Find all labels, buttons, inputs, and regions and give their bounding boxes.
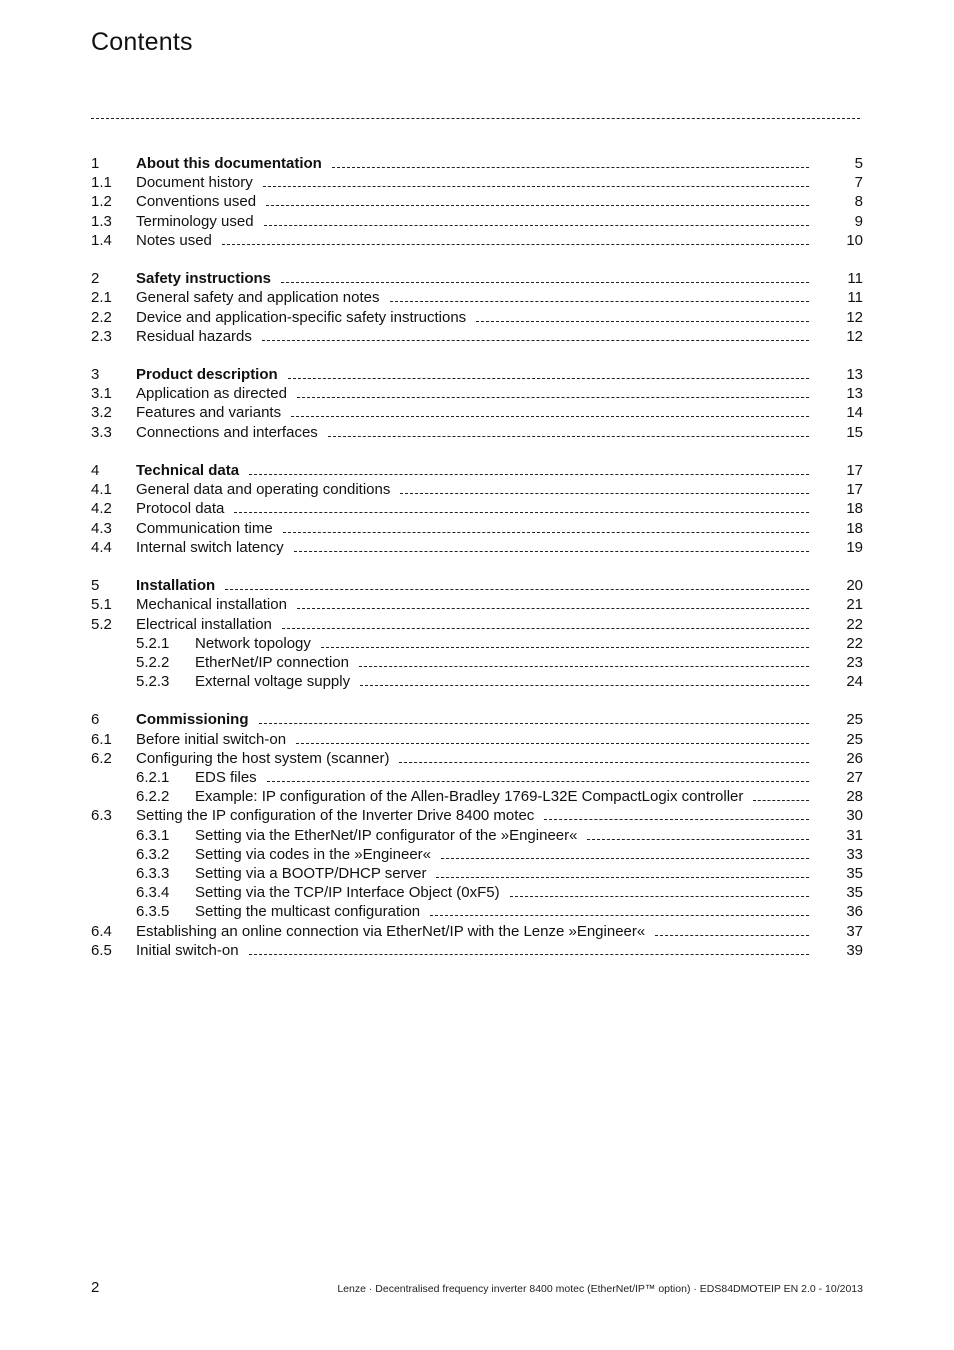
toc-chapter-row[interactable] [91, 154, 863, 173]
toc-chapter-row[interactable] [91, 269, 863, 288]
toc-section-gap [91, 442, 863, 461]
toc-dot-leader [359, 666, 809, 667]
toc-entry-number: 6.3.2 [136, 845, 170, 863]
toc-entry-number: 2.2 [91, 308, 112, 326]
toc-dot-leader [249, 954, 809, 955]
toc-entry-number: 1.1 [91, 174, 112, 192]
toc-entry-row[interactable] [91, 672, 863, 691]
toc-entry-title[interactable]: Conventions used [136, 193, 257, 211]
toc-entry-number: 6.3 [91, 807, 112, 825]
toc-entry-page: 18 [846, 519, 863, 537]
toc-entry-page: 9 [854, 212, 863, 230]
toc-chapter-row[interactable] [91, 710, 863, 729]
toc-entry-row[interactable] [91, 327, 863, 346]
toc-entry-title[interactable]: Features and variants [136, 404, 282, 422]
toc-entry-number: 2.3 [91, 327, 112, 345]
toc-entry-title[interactable]: Network topology [195, 634, 311, 652]
toc-entry-title[interactable]: General data and operating conditions [136, 481, 391, 499]
toc-entry-number: 4.3 [91, 519, 112, 537]
toc-dot-leader [262, 340, 809, 341]
toc-dot-leader [225, 589, 809, 590]
toc-entry-page: 25 [846, 711, 863, 729]
toc-entry-title[interactable]: Initial switch-on [136, 941, 239, 959]
toc-entry-page: 35 [846, 864, 863, 882]
toc-dot-leader [234, 512, 809, 513]
toc-entry-number: 3.3 [91, 423, 112, 441]
toc-entry-row[interactable] [91, 749, 863, 768]
toc-entry-row[interactable] [91, 634, 863, 653]
toc-entry-page: 13 [846, 385, 863, 403]
toc-entry-page: 39 [846, 941, 863, 959]
toc-entry-page: 15 [846, 423, 863, 441]
toc-dot-leader [476, 321, 809, 322]
toc-entry-title[interactable]: Setting the multicast configuration [195, 903, 421, 921]
toc-entry-page: 21 [846, 596, 863, 614]
toc-section-gap [91, 691, 863, 710]
toc-entry-page: 22 [846, 634, 863, 652]
toc-entry-page: 37 [846, 922, 863, 940]
toc-entry-page: 28 [846, 788, 863, 806]
toc-entry-number: 3 [91, 366, 100, 384]
toc-entry-row[interactable] [91, 308, 863, 327]
toc-chapter-row[interactable] [91, 365, 863, 384]
toc-entry-page: 25 [846, 730, 863, 748]
toc-entry-title[interactable]: External voltage supply [195, 673, 351, 691]
toc-dot-leader [263, 186, 809, 187]
toc-entry-title[interactable]: Product description [136, 366, 278, 384]
toc-entry-number: 6.4 [91, 922, 112, 940]
toc-entry-title[interactable]: About this documentation [136, 155, 322, 172]
toc-entry-title[interactable]: Safety instructions [136, 270, 272, 288]
toc-entry-title[interactable]: Communication time [136, 519, 273, 537]
footer-text: Lenze · Decentralised frequency inverter 8400 motec (EtherNet/IP™ option) · EDS84DMOTEIP EN 2.0 - 10/2013 [337, 1283, 863, 1295]
toc-entry-row[interactable] [91, 423, 863, 442]
toc-entry-title[interactable]: Technical data [136, 462, 240, 479]
toc-entry-number: 5.1 [91, 596, 112, 614]
toc-dot-leader [360, 685, 809, 686]
toc-entry-page: 27 [846, 769, 863, 786]
toc-dot-leader [510, 896, 809, 897]
toc-dot-leader [267, 781, 809, 782]
toc-entry-row[interactable] [91, 403, 863, 422]
toc-entry-title[interactable]: Device and application-specific safety instructions [136, 308, 467, 326]
toc-entry-number: 2 [91, 270, 100, 288]
toc-dot-leader [282, 628, 809, 629]
toc-entry-row[interactable] [91, 192, 863, 211]
toc-entry-title[interactable]: General safety and application notes [136, 289, 380, 307]
toc-dot-leader [297, 608, 809, 609]
toc-entry-page: 17 [846, 481, 863, 499]
toc-entry-page: 10 [846, 231, 863, 249]
toc-entry-row[interactable] [91, 595, 863, 614]
toc-dot-leader [291, 416, 809, 417]
page-title: Contents [91, 28, 193, 56]
toc-entry-row[interactable] [91, 730, 863, 749]
toc-dot-leader [259, 723, 809, 724]
toc-entry-title[interactable]: Establishing an online connection via EtherNet/IP with the Lenze »Engineer« [136, 922, 646, 940]
toc-section-gap [91, 250, 863, 269]
toc-entry-title[interactable]: Connections and interfaces [136, 423, 318, 441]
toc-section-gap [91, 557, 863, 576]
toc-entry-row[interactable] [91, 806, 863, 825]
toc-section-gap [91, 346, 863, 365]
toc-entry-page: 8 [854, 193, 863, 211]
toc-entry-number: 6.3.4 [136, 884, 170, 902]
toc-entry-page: 18 [846, 500, 863, 518]
toc-entry-title[interactable]: Electrical installation [136, 615, 272, 633]
toc-entry-page: 22 [846, 615, 863, 633]
toc-entry-row[interactable] [91, 615, 863, 634]
toc-entry-title[interactable]: Terminology used [136, 212, 254, 230]
toc-dot-leader [400, 493, 809, 494]
toc-entry-title[interactable]: Protocol data [136, 500, 225, 518]
toc-dot-leader [399, 762, 809, 763]
toc-dot-leader [430, 915, 809, 916]
toc-entry-page: 11 [847, 270, 863, 288]
toc-entry-title[interactable]: Application as directed [136, 385, 287, 403]
toc-entry-number: 6.5 [91, 941, 112, 959]
toc-dot-leader [266, 205, 809, 206]
toc-dot-leader [249, 474, 809, 475]
toc-entry-page: 12 [846, 327, 863, 345]
toc-entry-row[interactable] [91, 826, 863, 845]
toc-entry-title[interactable]: Setting via a BOOTP/DHCP server [195, 864, 427, 882]
toc-dot-leader [294, 551, 809, 552]
toc-dot-leader [283, 532, 809, 533]
table-of-contents [91, 154, 863, 960]
toc-entry-page: 5 [854, 155, 863, 172]
toc-entry-number: 3.1 [91, 385, 112, 403]
toc-entry-title[interactable]: Configuring the host system (scanner) [136, 749, 390, 767]
toc-entry-row[interactable] [91, 922, 863, 941]
toc-dot-leader [587, 839, 809, 840]
toc-entry-title[interactable]: Mechanical installation [136, 596, 287, 614]
toc-entry-page: 20 [846, 577, 863, 595]
toc-dot-leader [297, 397, 809, 398]
toc-chapter-row[interactable] [91, 461, 863, 480]
toc-entry-page: 19 [846, 538, 863, 556]
toc-entry-page: 11 [847, 289, 863, 307]
toc-entry-title[interactable]: Residual hazards [136, 327, 252, 345]
toc-entry-page: 24 [846, 673, 863, 691]
toc-entry-page: 14 [846, 404, 863, 422]
toc-entry-row[interactable] [91, 787, 863, 806]
toc-entry-page: 33 [846, 845, 863, 863]
toc-entry-number: 6 [91, 711, 100, 729]
toc-dot-leader [222, 244, 809, 245]
toc-dot-leader [264, 225, 809, 226]
toc-chapter-row[interactable] [91, 576, 863, 595]
toc-dot-leader [441, 858, 809, 859]
toc-entry-title[interactable]: Example: IP configuration of the Allen-Bradley 1769-L32E CompactLogix controller [195, 788, 744, 806]
toc-entry-row[interactable] [91, 384, 863, 403]
toc-entry-page: 12 [846, 308, 863, 326]
toc-entry-number: 5.2.1 [136, 634, 170, 652]
toc-dot-leader [753, 800, 809, 801]
toc-entry-row[interactable] [91, 845, 863, 864]
toc-entry-title[interactable]: Installation [136, 577, 216, 595]
toc-entry-title[interactable]: Commissioning [136, 711, 249, 729]
toc-entry-title[interactable]: EDS files [195, 769, 257, 786]
toc-entry-row[interactable] [91, 212, 863, 231]
toc-entry-page: 23 [846, 653, 863, 671]
toc-entry-number: 1 [91, 155, 100, 172]
toc-entry-number: 3.2 [91, 404, 112, 422]
toc-entry-number: 6.2 [91, 749, 112, 767]
toc-dot-leader [281, 282, 809, 283]
toc-entry-row[interactable] [91, 519, 863, 538]
toc-entry-number: 5.2.2 [136, 653, 170, 671]
toc-entry-number: 4.4 [91, 538, 112, 556]
toc-entry-row[interactable] [91, 480, 863, 499]
toc-entry-number: 1.3 [91, 212, 112, 230]
toc-entry-number: 1.2 [91, 193, 112, 211]
toc-entry-number: 1.4 [91, 231, 112, 249]
toc-entry-row[interactable] [91, 231, 863, 250]
toc-entry-page: 26 [846, 749, 863, 767]
toc-entry-title[interactable]: Setting via the EtherNet/IP configurator of the »Engineer« [195, 826, 578, 844]
toc-entry-row[interactable] [91, 653, 863, 672]
toc-entry-title[interactable]: Internal switch latency [136, 538, 284, 556]
title-divider [91, 118, 860, 119]
toc-dot-leader [288, 378, 809, 379]
toc-dot-leader [390, 301, 809, 302]
toc-dot-leader [544, 819, 809, 820]
toc-entry-number: 5.2 [91, 615, 112, 633]
toc-entry-page: 31 [846, 826, 863, 844]
toc-entry-row[interactable] [91, 768, 863, 787]
toc-entry-number: 4.2 [91, 500, 112, 518]
toc-entry-page: 30 [846, 807, 863, 825]
toc-entry-number: 6.3.5 [136, 903, 170, 921]
toc-entry-number: 5.2.3 [136, 673, 170, 691]
toc-entry-number: 5 [91, 577, 100, 595]
toc-entry-number: 4 [91, 462, 100, 479]
toc-entry-row[interactable] [91, 941, 863, 960]
toc-dot-leader [332, 167, 809, 168]
toc-entry-number: 6.1 [91, 730, 112, 748]
toc-dot-leader [655, 935, 809, 936]
toc-dot-leader [436, 877, 809, 878]
toc-entry-title[interactable]: Before initial switch-on [136, 730, 287, 748]
toc-dot-leader [296, 743, 809, 744]
toc-entry-number: 6.3.1 [136, 826, 170, 844]
toc-entry-number: 6.2.2 [136, 788, 170, 806]
toc-entry-row[interactable] [91, 288, 863, 307]
toc-dot-leader [328, 436, 809, 437]
toc-entry-row[interactable] [91, 883, 863, 902]
toc-entry-number: 2.1 [91, 289, 112, 307]
toc-entry-page: 17 [846, 462, 863, 479]
toc-entry-title[interactable]: Setting the IP configuration of the Inverter Drive 8400 motec [136, 807, 535, 825]
toc-entry-title[interactable]: Document history [136, 174, 253, 192]
toc-entry-number: 4.1 [91, 481, 112, 499]
toc-entry-title[interactable]: Setting via the TCP/IP Interface Object (0xF5) [195, 884, 500, 902]
toc-entry-title[interactable]: EtherNet/IP connection [195, 653, 349, 671]
toc-entry-row[interactable] [91, 902, 863, 921]
toc-entry-title[interactable]: Notes used [136, 231, 212, 249]
toc-entry-page: 7 [854, 174, 863, 192]
toc-dot-leader [321, 647, 809, 648]
toc-entry-row[interactable] [91, 173, 863, 192]
toc-entry-row[interactable] [91, 538, 863, 557]
toc-entry-page: 35 [846, 884, 863, 902]
toc-entry-number: 6.3.3 [136, 864, 170, 882]
toc-entry-number: 6.2.1 [136, 769, 170, 786]
toc-entry-title[interactable]: Setting via codes in the »Engineer« [195, 845, 431, 863]
toc-entry-row[interactable] [91, 864, 863, 883]
toc-entry-row[interactable] [91, 499, 863, 518]
toc-entry-page: 13 [846, 366, 863, 384]
footer-page-number: 2 [91, 1279, 100, 1296]
toc-entry-page: 36 [846, 903, 863, 921]
